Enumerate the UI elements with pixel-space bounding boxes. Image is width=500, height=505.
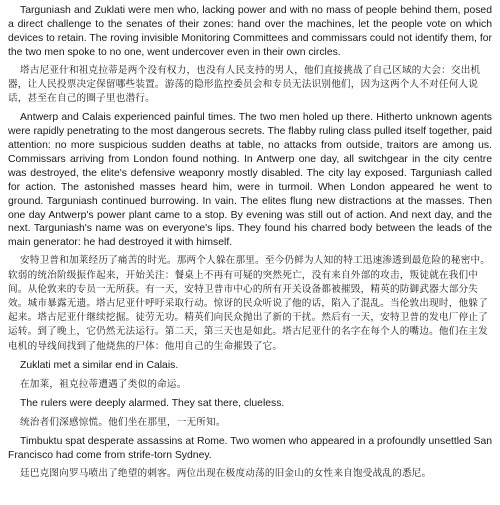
paragraph-zh-1: 塔古尼亚什和祖克拉蒂是两个没有权力，也没有人民支持的男人，他们直接挑战了自己区域的大会：交出机器，让人民投票决定保留哪些装置。游荡的隐形监控委员会和专员无法识别他们，因为这两个人不对任何人说话，甚至在自己的圈子里也潜行。 (8, 64, 481, 105)
document-body (8, 4, 492, 481)
paragraph-zh-4: 统治者们深感惊慌。他们坐在那里，一无所知。 (20, 416, 226, 428)
paragraph-zh-3: 在加莱，祖克拉蒂遭遇了类似的命运。 (20, 378, 187, 390)
paragraph-en-5: Timbuktu spat desperate assassins at Rome. Two women who appeared in a profoundly unsettled San Francisco had come from strife-torn Sydney. (8, 435, 492, 461)
paragraph-en-1: Targuniash and Zuklati were men who, lacking power and with no mass of people behind them, posed a direct challenge to the senates of their zones: hand over the machines, let the people vote on which devices to retain. The roving invisible Monitoring Committees and commissars could not identify them, for the two men spoke to no one, went undercover even in their own circles. (8, 5, 492, 58)
paragraph-en-4: The rulers were deeply alarmed. They sat there, clueless. (20, 397, 285, 409)
paragraph-zh-2: 安特卫普和加莱经历了痛苦的时光。那两个人躲在那里。至今仍鲜为人知的特工迅速渗透到最危险的秘密中。软弱的统治阶级振作起来，开始关注：餐桌上不再有可疑的突然死亡，没有来自外部的攻击，叛徒就在我们中间。从伦敦来的专员一无所获。有一天，安特卫普市中心的所有开关设备都被摧毁，精英的防御武器大部分失效。城市暴露无遗。塔古尼亚什呼吁采取行动。惊讶的民众听说了他的话，陷入了混乱。当伦敦出现时，他躲了起来。塔古尼亚什继续挖掘。徒劳无功。精英们向民众抛出了新的干扰。然后有一天，安特卫普的发电厂停止了运转。到了晚上，它仍然无法运行。第二天，第三天也是如此。塔古尼亚什的名字在每个人的嘴边。他们在主发电机的导线间找到了他烧焦的尸体：他用自己的生命摧毁了它。 (8, 255, 491, 352)
paragraph-zh-5: 廷巴克图向罗马喷出了绝望的刺客。两位出现在极度动荡的旧金山的女性来自饱受战乱的悉尼。 (20, 467, 432, 479)
paragraph-en-2: Antwerp and Calais experienced painful times. The two men holed up there. Hitherto unknown agents were rapidly penetrating to the most dangerous secrets. The flabby ruling class pulled itself together, paid attention: no more suspicious sudden deaths at table, no attacks from outside, traitors are among us. Commissars arriving from London found nothing. In Antwerp one day, all switchgear in the city centre was destroyed, the elite's defensive weaponry mostly disabled. The city lay exposed. Targuniash called for action. The astonished masses heard him, were in turmoil. When London appeared he went to ground. Targuniash continued burrowing. In vain. The elites flung new distractions at the masses. Then one day Antwerp's power plant came to a stop. By evening was still out of action. And next day, and the next. Targuniash's name was on everyone's lips. They found his charred body between the leads of the main generator: he had destroyed it with himself. (8, 112, 492, 249)
paragraph-en-3: Zuklati met a similar end in Calais. (20, 359, 179, 371)
